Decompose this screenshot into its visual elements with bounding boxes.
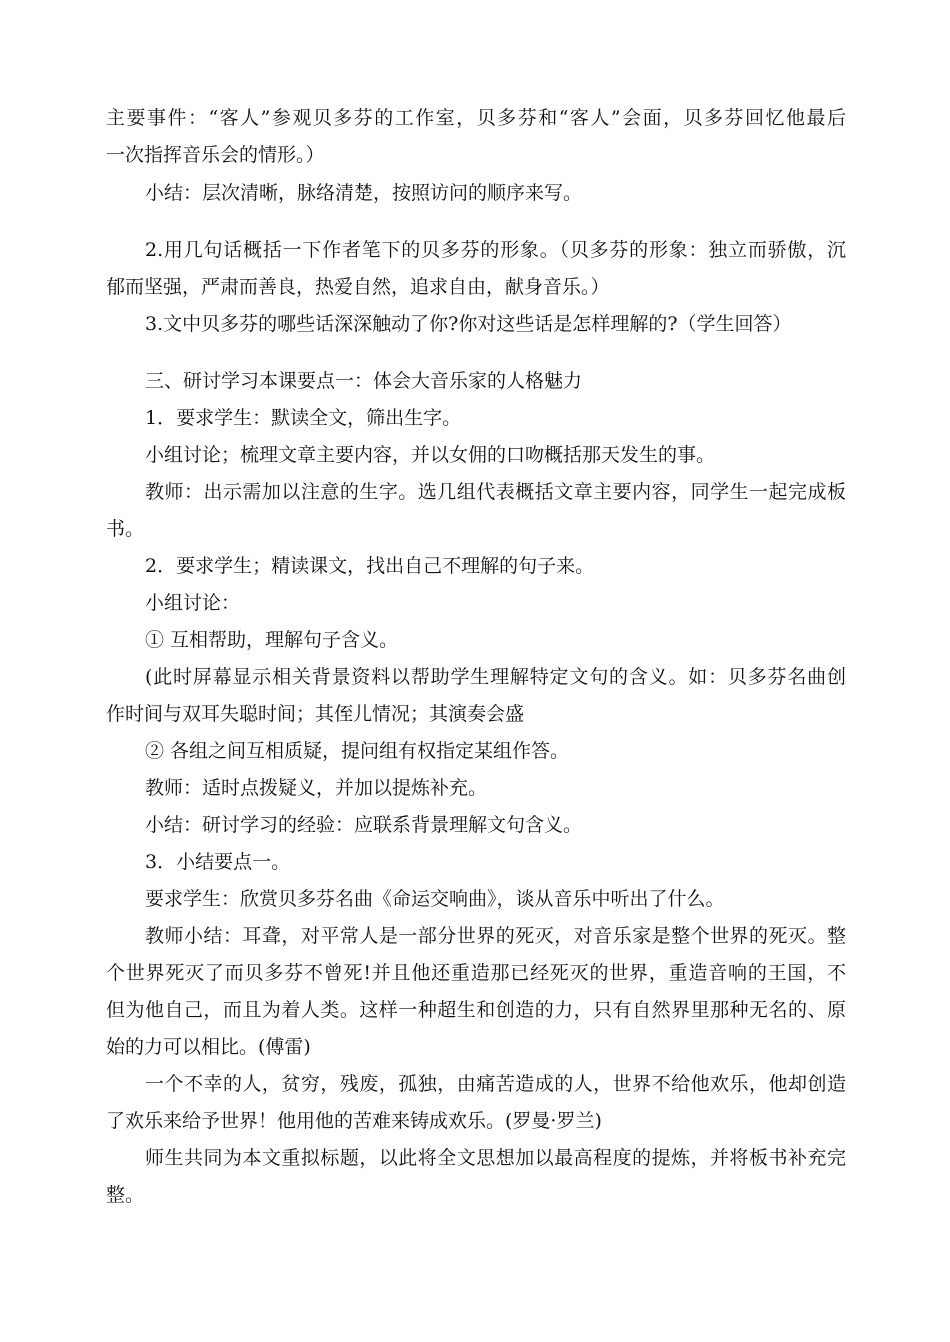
text-line: (此时屏幕显示相关背景资料以帮助学生理解特定文句的含义。如：贝多芬名曲创 (145, 666, 846, 688)
section-heading: 三、研讨学习本课要点一：体会大音乐家的人格魅力 (145, 370, 583, 392)
text-line: 主要事件：“客人”参观贝多芬的工作室，贝多芬和“客人”会面，贝多芬回忆他最后 (106, 107, 846, 129)
text-line: 书。 (106, 518, 145, 540)
text-line: 2．要求学生；精读课文，找出自己不理解的句子来。 (145, 555, 595, 577)
text-line: 了欢乐来给予世界！他用他的苦难来铸成欢乐。(罗曼·罗兰) (106, 1110, 602, 1132)
text-line: 一个不幸的人，贫穷，残废，孤独，由痛苦造成的人，世界不给他欢乐，他却创造 (145, 1073, 846, 1095)
text-line: 师生共同为本文重拟标题，以此将全文思想加以最高程度的提炼，并将板书补充完 (145, 1147, 846, 1169)
text-line: 小结：研讨学习的经验：应联系背景理解文句含义。 (145, 814, 583, 836)
text-line: 1．要求学生：默读全文，筛出生字。 (145, 407, 462, 429)
text-line: 郁而坚强，严肃而善良，热爱自然，追求自由，献身音乐。） (106, 276, 610, 298)
text-line: 个世界死灭了而贝多芬不曾死!并且他还重造那已经死灭的世界，重造音响的王国，不 (106, 962, 846, 984)
text-line: 一次指挥音乐会的情形。） (106, 144, 325, 166)
text-line: 作时间与双耳失聪时间；其侄儿情况；其演奏会盛 (106, 703, 525, 725)
text-line: ① 互相帮助，理解句子含义。 (145, 629, 399, 651)
text-line: 3.文中贝多芬的哪些话深深触动了你?你对这些话是怎样理解的?（学生回答） (145, 313, 792, 335)
text-line: ② 各组之间互相质疑，提问组有权指定某组作答。 (145, 740, 570, 762)
text-line: 教师小结：耳聋，对平常人是一部分世界的死灭，对音乐家是整个世界的死灭。整 (145, 925, 846, 947)
text-line: 小组讨论；梳理文章主要内容，并以女佣的口吻概括那天发生的事。 (145, 444, 716, 466)
text-line: 小结：层次清晰，脉络清楚，按照访问的顺序来写。 (145, 182, 583, 204)
text-line: 但为他自己，而且为着人类。这样一种超生和创造的力，只有自然界里那种无名的、原 (106, 999, 846, 1021)
text-line: 整。 (106, 1184, 145, 1206)
text-line: 2.用几句话概括一下作者笔下的贝多芬的形象。（贝多芬的形象：独立而骄傲，沉 (145, 239, 846, 261)
text-line: 要求学生：欣赏贝多芬名曲《命运交响曲》，谈从音乐中听出了什么。 (145, 888, 725, 910)
text-line: 始的力可以相比。(傅雷) (106, 1036, 311, 1058)
text-line: 教师：出示需加以注意的生字。选几组代表概括文章主要内容，同学生一起完成板 (145, 481, 846, 503)
text-line: 小组讨论： (145, 592, 241, 614)
text-line: 教师：适时点拨疑义，并加以提炼补充。 (145, 777, 488, 799)
text-line: 3．小结要点一。 (145, 851, 291, 873)
